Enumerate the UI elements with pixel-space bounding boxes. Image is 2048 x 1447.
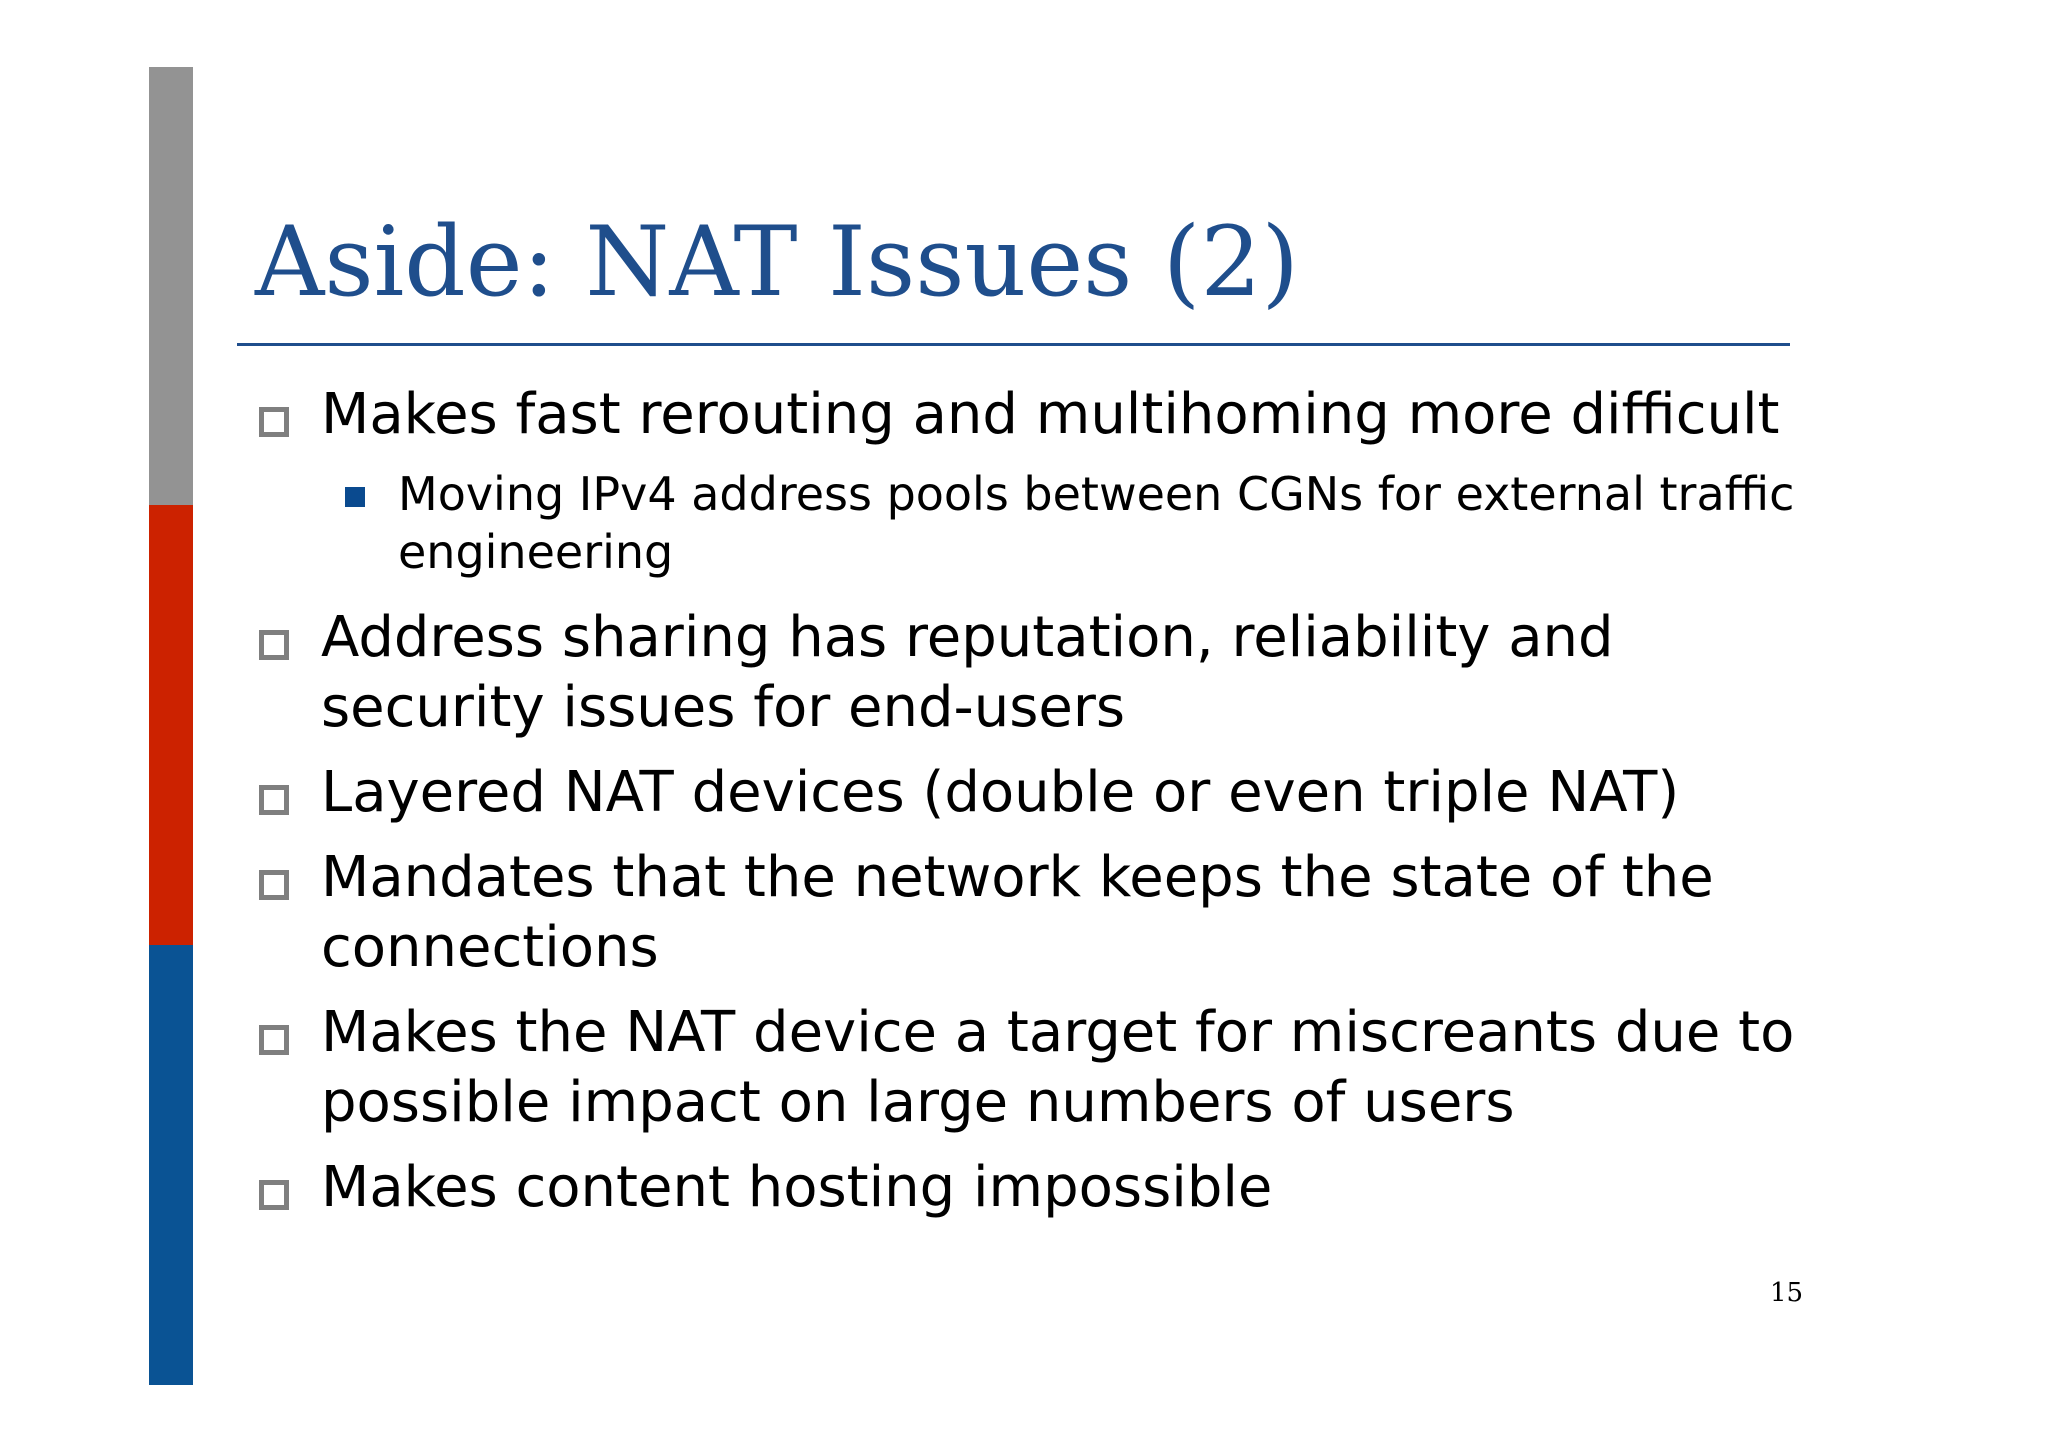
- accent-sidebar: [149, 67, 193, 1385]
- bullet-item: [255, 758, 1815, 828]
- bullet-list: [255, 380, 1815, 1238]
- bullet-text: Mandates that the network keeps the state of the connections: [321, 845, 1714, 980]
- filled-square-bullet-icon: [345, 487, 365, 507]
- hollow-square-bullet-icon: [259, 1180, 289, 1210]
- bullet-text: Address sharing has reputation, reliability and security issues for end-users: [321, 605, 1614, 740]
- title-underline: [237, 343, 1790, 346]
- hollow-square-bullet-icon: [259, 407, 289, 437]
- accent-bar-gray: [149, 67, 193, 505]
- bullet-item: [255, 843, 1815, 983]
- accent-bar-red: [149, 505, 193, 945]
- bullet-item: [255, 998, 1815, 1138]
- bullet-text: Makes the NAT device a target for miscreants due to possible impact on large numbers of users: [321, 1000, 1795, 1135]
- hollow-square-bullet-icon: [259, 1025, 289, 1055]
- sub-bullet-item: [255, 465, 1815, 581]
- hollow-square-bullet-icon: [259, 630, 289, 660]
- hollow-square-bullet-icon: [259, 785, 289, 815]
- slide-title: Aside: NAT Issues (2): [255, 206, 1299, 318]
- hollow-square-bullet-icon: [259, 870, 289, 900]
- sub-bullet-text: Moving IPv4 address pools between CGNs for external traffic engineering: [398, 467, 1795, 579]
- bullet-text: Layered NAT devices (double or even triple NAT): [321, 760, 1680, 825]
- bullet-text: Makes content hosting impossible: [321, 1155, 1273, 1220]
- bullet-item: [255, 1153, 1815, 1223]
- bullet-item: [255, 603, 1815, 743]
- bullet-item: [255, 380, 1815, 450]
- bullet-text: Makes fast rerouting and multihoming more difficult: [321, 382, 1780, 447]
- accent-bar-blue: [149, 945, 193, 1385]
- page-number: 15: [1770, 1278, 1804, 1308]
